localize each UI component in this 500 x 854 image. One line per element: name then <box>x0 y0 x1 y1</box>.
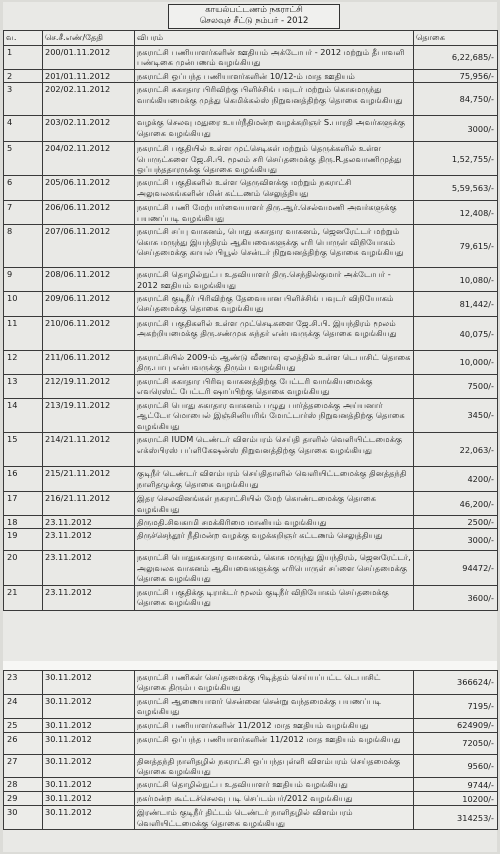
row-amount: 3000/- <box>414 116 498 142</box>
table-row <box>4 778 498 792</box>
voucher-date: 213/19.11.2012 <box>43 398 135 432</box>
row-description: நகராட்சி ஆணையாளர் சென்னை சென்று வந்தமைக்கு பயணப்படி வழங்கியது <box>135 694 414 718</box>
row-description: திருச்செந்தூர் நீதிமன்ற வழக்கு வழக்கறிஞர் கட்டணம் செலுத்தியது <box>135 529 414 551</box>
row-amount: 3600/- <box>414 585 498 610</box>
column-header-detail: விபரம் <box>135 31 414 46</box>
row-number: 4 <box>4 116 43 142</box>
table-row <box>4 116 498 142</box>
row-description: நகராட்சி பகுதிகளில் உள்ள தெருவிளக்கு மற்றும் நகராட்சி அலுவலகங்களின் மின் கட்டணம் செலுத்தியது <box>135 176 414 201</box>
voucher-date: 211/06.11.2012 <box>43 351 135 375</box>
row-amount: 9744/- <box>414 778 498 792</box>
table-row <box>4 351 498 375</box>
row-description: நகராட்சி குடிநீர் பிரிவிற்கு தேவையான பிளிச்சிங் பவுடர் விநியோகம் செய்தமைக்கு தொகை வழங்கியது <box>135 292 414 317</box>
row-number: 26 <box>4 732 43 754</box>
row-description: நகராட்சி சுகாதார பிரிவிற்கு பிளிச்சிங் பவுடர் மற்றும் கொசுமருந்து வாங்கியமைக்கு முத்து கெமிக்கல்ஸ் நிறுவனத்திற்கு தொகை வழங்கியது <box>135 83 414 116</box>
voucher-date: 202/02.11.2012 <box>43 83 135 116</box>
row-description: திருமதி.சிவகாமி சமக்கிரிமை மானியம் வழங்கியது <box>135 515 414 528</box>
row-number: 19 <box>4 529 43 551</box>
row-number: 11 <box>4 317 43 351</box>
row-amount: 7195/- <box>414 694 498 718</box>
header-line-1: காயல்பட்டணம் நகராட்சி <box>205 5 303 15</box>
row-description: நகராட்சி பொது சுகாதார வாகனம் பழுது பார்த்தமைக்கு அய்யனார் ஆட்டோ மொபைல் இஞ்சினியரிங் மோட்டார்ஸ் நிறுவனத்திற்கு தொகை வழங்கியது <box>135 398 414 432</box>
row-number: 7 <box>4 201 43 225</box>
row-number: 3 <box>4 83 43 116</box>
row-number: 27 <box>4 754 43 778</box>
row-amount: 84,750/- <box>414 83 498 116</box>
row-amount: 46,200/- <box>414 492 498 516</box>
row-description: நகராட்சி தொழில்நுட்ப உதவியாளர் திரு.செந்தில்குமார் அக்டோபர் - 2012 ஊதியம் வழங்கியது <box>135 268 414 292</box>
row-description: நகராட்சி IUDM டெண்டர் விளம்பரம் செய்தி தாளில் வெளியிட்டமைக்கு எக்ஸ்பிரஸ் பப்ளிகேஷன்ஸ் நிறுவனத்திற்கு தொகை வழங்கியது <box>135 433 414 467</box>
document-page <box>3 2 497 852</box>
row-description: நகராட்சி தொழில்நுட்ப உதவியாளர் ஊதியம் வழங்கியது <box>135 778 414 792</box>
table-row <box>4 806 498 830</box>
voucher-date: 206/06.11.2012 <box>43 201 135 225</box>
row-number: 24 <box>4 694 43 718</box>
row-number: 12 <box>4 351 43 375</box>
voucher-date: 30.11.2012 <box>43 754 135 778</box>
voucher-date: 30.11.2012 <box>43 694 135 718</box>
row-description: நகராட்சி ஒப்பந்த பணியாளர்களின் 10/12-ம் மாத ஊதியம் <box>135 69 414 82</box>
table-row <box>4 694 498 718</box>
row-amount: 7500/- <box>414 374 498 398</box>
row-amount: 94472/- <box>414 551 498 585</box>
row-amount: 10,080/- <box>414 268 498 292</box>
table-row <box>4 551 498 585</box>
row-description: நகராட்சி பகுதியில் உள்ள முட்செடிகள் மற்றும் தெருக்களில் உள்ள பொருட்களை ஜே.சி.பி. மூலம் சரி செய்தமைக்கு திரு.R.தலவாணிமுத்து ஒப்பந்ததாரருக்கு தொகை வழங்கியது <box>135 142 414 176</box>
row-number: 23 <box>4 671 43 695</box>
row-number: 15 <box>4 433 43 467</box>
table-row <box>4 492 498 516</box>
row-description: இதர செலவினங்கள் நகராட்சியில் மேற் கொண்டமைக்கு தொகை வழங்கியது <box>135 492 414 516</box>
voucher-date: 214/21.11.2012 <box>43 433 135 467</box>
row-amount: 79,615/- <box>414 225 498 268</box>
row-number: 28 <box>4 778 43 792</box>
row-description: இரண்டாம் குடிநீர் திட்டம் டெண்டர் நாளிதழில் விளம்பரம் வெளியிட்டமைக்கு தொகை வழங்கியது <box>135 806 414 830</box>
row-amount: 3450/- <box>414 398 498 432</box>
voucher-date: 200/01.11.2012 <box>43 46 135 70</box>
table-row <box>4 176 498 201</box>
voucher-date: 30.11.2012 <box>43 718 135 732</box>
row-number: 14 <box>4 398 43 432</box>
voucher-date: 212/19.11.2012 <box>43 374 135 398</box>
row-number: 5 <box>4 142 43 176</box>
voucher-date: 205/06.11.2012 <box>43 176 135 201</box>
voucher-date: 23.11.2012 <box>43 515 135 528</box>
table-row <box>4 732 498 754</box>
table-row <box>4 46 498 70</box>
table-row <box>4 433 498 467</box>
header-line-2: செலவுச் சீட்டு நம்பர் - 2012 <box>199 16 309 26</box>
table-row <box>4 398 498 432</box>
row-number: 30 <box>4 806 43 830</box>
row-number: 9 <box>4 268 43 292</box>
row-amount: 12,408/- <box>414 201 498 225</box>
table-row <box>4 317 498 351</box>
row-amount: 1,52,755/- <box>414 142 498 176</box>
row-amount: 72050/- <box>414 732 498 754</box>
row-description: நகராட்சி பணியாளர்களின் ஊதியம் அக்டோபர் - 2012 மற்றும் தீபாவளி பண்டிகை முன்பணம் வழங்கியது <box>135 46 414 70</box>
row-number: 2 <box>4 69 43 82</box>
voucher-date: 209/06.11.2012 <box>43 292 135 317</box>
column-header-no: வ. <box>4 31 43 46</box>
table-row <box>4 83 498 116</box>
row-number: 21 <box>4 585 43 610</box>
voucher-date: 23.11.2012 <box>43 585 135 610</box>
row-description: நகர்மன்ற கூட்டச்செலவு படி செப்டம்பர்/2012 வழங்கியது <box>135 792 414 806</box>
voucher-date: 30.11.2012 <box>43 792 135 806</box>
row-amount: 22,063/- <box>414 433 498 467</box>
voucher-date: 208/06.11.2012 <box>43 268 135 292</box>
row-description: நகராட்சி ஒப்பந்த பணியாளர்களின் 11/2012 மாத ஊதியம் வழங்கியது <box>135 732 414 754</box>
voucher-date: 23.11.2012 <box>43 551 135 585</box>
row-description: நகராட்சி பகுதிகளில் உள்ள முட்செடிகளை ஜே.சி.பி. இயந்திரம் மூலம் அகற்றியமைக்கு திரு.சண்முக சுந்தர் என்பவருக்கு தொகை வழங்கியது <box>135 317 414 351</box>
row-amount: 2500/- <box>414 515 498 528</box>
table-row <box>4 69 498 82</box>
row-description: வழக்கு செலவு மதுரை உயர்நீதிமன்ற வழக்கறிஞர் S.பாரதி அவர்களுக்கு தொகை வழங்கியது <box>135 116 414 142</box>
table-row <box>4 292 498 317</box>
table-row <box>4 515 498 528</box>
row-description: நகராட்சி பணிகள் செய்தமைக்கு பிடித்தம் செய்யப்பட்ட டெபாசிட் தொகை திரும்ப வழங்கியது <box>135 671 414 695</box>
row-amount: 3000/- <box>414 529 498 551</box>
table-row <box>4 718 498 732</box>
row-number: 16 <box>4 467 43 492</box>
row-amount: 40,075/- <box>414 317 498 351</box>
table-row <box>4 585 498 610</box>
row-description: குடிநீர் டெண்டர் விளம்பரம் செய்திதாளில் வெளியிட்டமைக்கு தினத்தந்தி நாளிதழுக்கு தொகை வழங்கியது <box>135 467 414 492</box>
row-description: தினத்தந்தி நாளிதழில் நகராட்சி ஒப்பந்தபுள்ளி விளம்பரம் செய்தமைக்கு தொகை வழங்கியது <box>135 754 414 778</box>
voucher-date: 203/02.11.2012 <box>43 116 135 142</box>
row-description: நகராட்சி பணியாளர்களின் 11/2012 மாத ஊதியம் வழங்கியது <box>135 718 414 732</box>
voucher-date: 215/21.11.2012 <box>43 467 135 492</box>
row-number: 13 <box>4 374 43 398</box>
voucher-date: 216/21.11.2012 <box>43 492 135 516</box>
table-row <box>4 201 498 225</box>
row-number: 25 <box>4 718 43 732</box>
column-header-amount: தொகை <box>414 31 498 46</box>
row-description: நகராட்சி சுகாதார பிரிவு வாகனத்திற்கு பேட்டரி வாங்கியமைக்கு எவரெஸ்ட் பேட்டரி ஷாப்பிற்கு தொகை வழங்கியது <box>135 374 414 398</box>
document-header <box>168 4 340 29</box>
row-amount: 366624/- <box>414 671 498 695</box>
voucher-date: 210/06.11.2012 <box>43 317 135 351</box>
table-row <box>4 792 498 806</box>
voucher-date: 23.11.2012 <box>43 529 135 551</box>
voucher-date: 30.11.2012 <box>43 732 135 754</box>
page-break <box>3 661 497 670</box>
row-description: நகராட்சியில் 2009-ம் ஆண்டு வீணாவு ஏலத்தில் உள்ள டெபாசிட் தொகை திரு.பாபு என்பவருக்கு திரும்ப வழங்கியது <box>135 351 414 375</box>
voucher-date: 30.11.2012 <box>43 671 135 695</box>
row-amount: 6,22,685/- <box>414 46 498 70</box>
row-number: 29 <box>4 792 43 806</box>
expense-table-part-2 <box>3 670 498 830</box>
table-row <box>4 225 498 268</box>
table-row <box>4 142 498 176</box>
table-row <box>4 374 498 398</box>
expense-table-part-1 <box>3 30 498 611</box>
row-amount: 10200/- <box>414 792 498 806</box>
row-description: நகராட்சி பகுதிக்கு டிராக்டர் மூலம் குடிநீர் விநியோகம் செய்தமைக்கு தொகை வழங்கியது <box>135 585 414 610</box>
row-number: 20 <box>4 551 43 585</box>
table-row <box>4 268 498 292</box>
row-number: 18 <box>4 515 43 528</box>
table-row <box>4 467 498 492</box>
voucher-date: 30.11.2012 <box>43 806 135 830</box>
table-header-row <box>4 31 498 46</box>
row-number: 10 <box>4 292 43 317</box>
row-number: 6 <box>4 176 43 201</box>
row-description: நகராட்சி சப்பு வாகனம், பொது சுகாதார வாகனம், ஜெனரேட்டர் மற்றும் கொசு மருந்து இயந்திரம் ஆகியவைகளுக்கு எரி பொருள் விநியோகம் செய்தமைக்கு காயல் பியூல் சென்டர் நிறுவனத்திற்கு தொகை வழங்கியது <box>135 225 414 268</box>
row-description: நகராட்சி பொதுசுகாதார வாகனம், கொசு மருந்து இயந்திரம், ஜெனரேட்டர், அலுவலக வாகனம் ஆகியவைகளுக்கு எரிபொருள் சப்ளை செய்தமைக்கு தொகை வழங்கியது <box>135 551 414 585</box>
row-number: 1 <box>4 46 43 70</box>
voucher-date: 30.11.2012 <box>43 778 135 792</box>
row-amount: 81,442/- <box>414 292 498 317</box>
voucher-date: 207/06.11.2012 <box>43 225 135 268</box>
column-header-voucher: செ.சீ.எண்/தேதி <box>43 31 135 46</box>
row-description: நகராட்சி பணி மேற்பார்வையாளர் திரு.ஆர்.செல்வமணி அவர்களுக்கு பயணப்படி வழங்கியது <box>135 201 414 225</box>
table-row <box>4 671 498 695</box>
row-number: 17 <box>4 492 43 516</box>
voucher-date: 201/01.11.2012 <box>43 69 135 82</box>
row-amount: 9560/- <box>414 754 498 778</box>
table-row <box>4 754 498 778</box>
row-amount: 4200/- <box>414 467 498 492</box>
row-amount: 314253/- <box>414 806 498 830</box>
row-amount: 5,59,563/- <box>414 176 498 201</box>
row-amount: 10,000/- <box>414 351 498 375</box>
table-row <box>4 529 498 551</box>
voucher-date: 204/02.11.2012 <box>43 142 135 176</box>
row-amount: 624909/- <box>414 718 498 732</box>
row-number: 8 <box>4 225 43 268</box>
row-amount: 75,956/- <box>414 69 498 82</box>
